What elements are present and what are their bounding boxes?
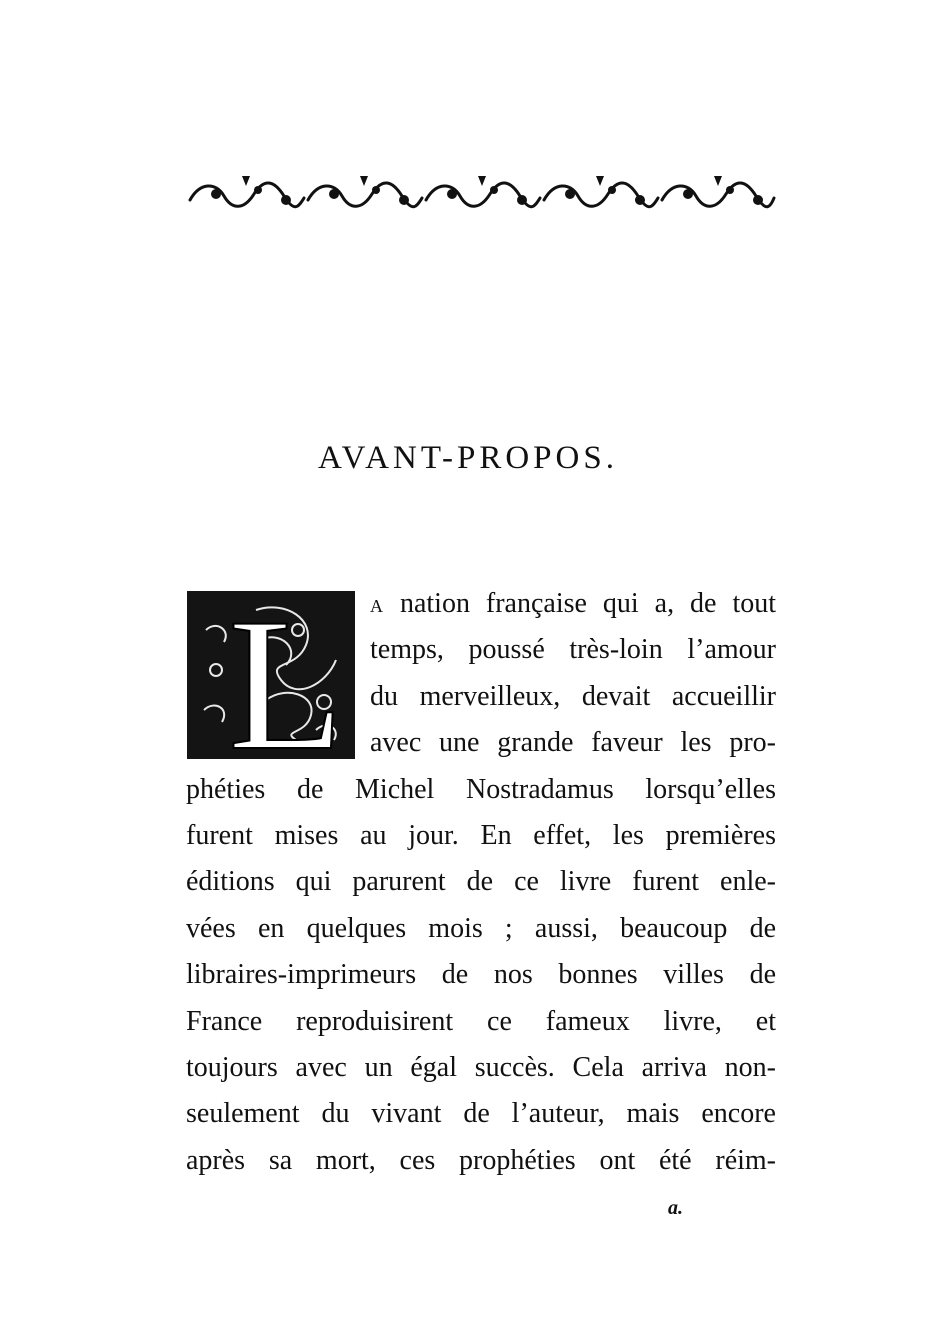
text-line-3: du merveilleux, devait accueillir xyxy=(370,681,776,712)
text-line-9: libraires-imprimeurs de nos bonnes villes de xyxy=(186,959,776,990)
text-line-13: après sa mort, ces prophéties ont été réim- xyxy=(186,1145,776,1176)
ornamental-initial-L-icon xyxy=(186,590,356,760)
text-line-10: France reproduisirent ce fameux livre, et xyxy=(186,1006,776,1037)
line-1-text: nation française qui a, de tout xyxy=(384,588,776,619)
text-line-4: avec une grande faveur les pro- xyxy=(370,727,776,758)
text-line-11: toujours avec un égal succès. Cela arriva non- xyxy=(186,1052,776,1083)
text-line-5: phéties de Michel Nostradamus lorsqu’elles xyxy=(186,774,776,805)
text-line-8: vées en quelques mois ; aussi, beaucoup de xyxy=(186,913,776,944)
drop-cap-letter: L xyxy=(228,590,345,760)
text-line-1 xyxy=(370,584,776,624)
text-line-7: éditions qui parurent de ce livre furent enle- xyxy=(186,866,776,897)
text-line-12: seulement du vivant de l’auteur, mais encore xyxy=(186,1098,776,1129)
page-title: AVANT-PROPOS. xyxy=(318,440,618,476)
ornament-band-icon xyxy=(186,172,776,216)
text-line-2: temps, poussé très-loin l’amour xyxy=(370,634,776,665)
text-line-6: furent mises au jour. En effet, les premières xyxy=(186,820,776,851)
signature-mark: a. xyxy=(668,1197,683,1219)
smallcap-a: A xyxy=(370,596,384,616)
